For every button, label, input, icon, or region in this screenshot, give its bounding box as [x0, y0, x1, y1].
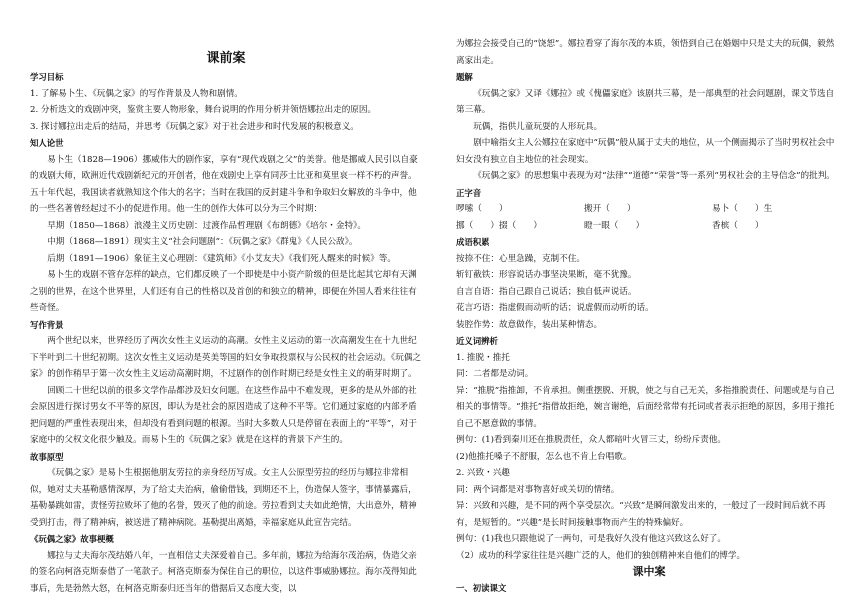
background-heading: 写作背景 [30, 319, 64, 330]
left-column [30, 50, 422, 597]
in-class-title: 课中案 [632, 565, 666, 578]
pronunciation-item[interactable]: 香槟（ ） [712, 220, 764, 231]
period-item: 后期（1891—1906）象征主义心理剧：《建筑师》《小艾友夫》《我们死人醒来的时候》等。 [47, 253, 396, 264]
period-item: 早期（1850—1868）浪漫主义历史剧：过渡作品哲理剧《布朗德》《培尔・金特》。 [47, 220, 366, 231]
goal-item: 1. 了解易卜生、《玩偶之家》的写作背景及人物和剧情。 [30, 88, 243, 99]
synonym-example: 例句：(1)我也只跟他说了一两句，可是我好久没有他这兴致这么好了。 [456, 534, 726, 544]
synonym-example: (2)他推托嗓子不舒服，怎么也不肯上台唱歌。 [456, 451, 632, 462]
pronunciation-item[interactable]: 搬开（ ） [584, 204, 636, 214]
synonym-title: 1. 推脱・推托 [456, 352, 510, 363]
synonym-same: 同：二者都是动词。 [456, 369, 534, 379]
pronunciation-row [456, 218, 842, 235]
page-title: 课前案 [206, 51, 246, 66]
goal-item: 3. 探讨娜拉出走后的结局，并思考《玩偶之家》对于社会进步和时代发展的积极意义。 [30, 121, 359, 132]
synonym-diff: 异：兴致和兴趣，是不同的两个享受层次。“兴致”是瞬间激发出来的，一般过了一段时间后就不再有，是短暂的。“兴趣”是长时间接触事物而产生的特殊偏好。 [456, 501, 826, 528]
pronunciation-heading: 正字音 [456, 187, 482, 198]
author-paragraph: 易卜生（1828—1906）挪威伟大的剧作家，享有“现代戏剧之父”的美誉。他是挪威人民引以自豪的戏剧大师，欧洲近代戏剧新纪元的开创者，他在戏剧史上享有同莎士比亚和莫里哀一样不朽的声誉。五十年代起，我国读者就熟知这个伟大的名字；当时在我国的反封建斗争和争取妇女解放的斗争中，他的一些名著曾经起过不小的促进作用。他一生的创作大体可以分为三个时期： [30, 154, 418, 214]
pronunciation-item[interactable]: 易卜（ ）生 [712, 204, 773, 214]
title-explain-paragraph: 剧中喻指女主人公娜拉在家庭中“玩偶”般从属于丈夫的地位，从一个侧面揭示了当时男权社会中妇女没有独立自主地位的社会现实。 [456, 138, 835, 165]
synonym-diff: 异：“推脱”指推卸，不肯承担。侧重摆脱、开脱，使之与自己无关，多指推脱责任、问题或是与自己相关的事情等。“推托”指借故拒绝，婉言谢绝，后面经常带有托词或者表示拒绝的原因，多用于推托自己不愿意做的事情。 [456, 385, 835, 429]
title-explain-heading: 题解 [456, 72, 473, 82]
background-paragraph: 两个世纪以来，世界经历了两次女性主义运动的高潮。女性主义运动的第一次高潮发生在十九世纪下半叶到二十世纪初期。这次女性主义运动是英美等国的妇女争取投票权与公民权的社会运动。《玩偶之家》的创作稍早于第一次女性主义运动高潮时期，不过剧作的创作时期已经是女性主义的萌芽时期了。 [30, 336, 422, 379]
period-item: 中期（1868—1891）现实主义“社会问题剧”：《玩偶之家》《群鬼》《人民公敌》。 [47, 237, 358, 247]
synonym-example: （2）成功的科学家往往是兴趣广泛的人，他们的独创精神来自他们的博学。 [456, 550, 746, 561]
goals-heading: 学习目标 [30, 72, 64, 82]
idiom-item: 花言巧语：指虚假而动听的话；说虚假而动听的话。 [456, 303, 654, 313]
idiom-item: 按捺不住：心里急躁，克制不住。 [456, 253, 585, 264]
right-column [456, 36, 842, 597]
summary-paragraph: 娜拉与丈夫海尔茂结婚八年，一直相信丈夫深爱着自己。多年前，娜拉为给海尔茂治病，伪造父亲的签名向柯洛克斯泰借了一笔款子。柯洛克斯泰为保住自己的职位，以这件事威胁娜拉。海尔茂得知此事后，先是勃然大怒，在柯洛克斯泰归还当年的借据后又态度大变，以 [30, 550, 417, 594]
title-explain-paragraph: 《玩偶之家》又译《娜拉》或《傀儡家庭》该剧共三幕，是一部典型的社会问题剧，课文节选自第三幕。 [456, 88, 835, 115]
idiom-item: 装腔作势：故意做作，装出某种情态。 [456, 319, 603, 330]
title-explain-paragraph: 《玩偶之家》的思想集中表现为对“法律”“道德”“荣誉”等一系列“男权社会的主导信念”的批判。 [473, 171, 835, 181]
title-explain-paragraph: 玩偶，指供儿童玩耍的人形玩具。 [473, 121, 603, 132]
idiom-heading: 成语积累 [456, 237, 490, 247]
prototype-paragraph: 《玩偶之家》是易卜生根据他朋友劳拉的亲身经历写成。女主人公原型劳拉的经历与娜拉非常相似，她对丈夫基勒感情深厚，为了给丈夫治病，偷偷借钱，到期还不上，伪造保人签字，事情暴露后，基勒暴跳如雷，责怪劳拉败坏了他的名誉，毁灭了他的前途。劳拉看到丈夫如此绝情，大出意外，精神受到打击，得了精神病，被送进了精神病院。基勒提出离婚，幸福家庭从此宣告完结。 [30, 468, 417, 528]
synonym-title: 2. 兴致・兴趣 [456, 468, 510, 478]
synonym-same: 同：两个词都是对事物喜好或关切的情绪。 [456, 484, 620, 495]
author-heading: 知人论世 [30, 138, 64, 148]
synonym-heading: 近义词辨析 [456, 336, 498, 346]
goal-item: 2. 分析迭文的戏剧冲突，鉴赏主要人物形象，舞台说明的作用分析并领悟娜拉出走的原因。 [30, 105, 377, 115]
background-paragraph-2: 回顾二十世纪以前的很多文学作品都涉及妇女问题。在这些作品中不难发现，更多的是从外部的社会原因进行探讨男女不平等的原因，即认为是社会的原因造成了这种不平等。它们通过家庭的内部矛盾把问题的严重性表现出来，但却没有看到问题的根源。当时大多数人只是停留在表面上的“平等”，对于家庭中的父权文化很少触及。而易卜生的《玩偶之家》就是在这样的背景下产生的。 [30, 385, 417, 445]
in-class-item: 一、初读课文 [456, 583, 507, 593]
idiom-item: 自言自语：指自己跟自己说话；独自低声说话。 [456, 286, 637, 297]
summary-heading: 《玩偶之家》故事梗概 [30, 534, 114, 544]
author-paragraph-2: 易卜生的戏剧不管存怎样的缺点，它们都反映了一个即使是中小资产阶级的但是比起其它却有天渊之别的世界，在这个世界里，人们还有自己的性格以及首创的和独立的精神，即便在外国人看来往往有些奇怪。 [30, 270, 417, 313]
idiom-item: 斩钉截铁：形容说话办事坚决果断，毫不犹豫。 [456, 270, 637, 280]
pronunciation-item[interactable]: 啰嗦（ ） [456, 204, 508, 214]
pronunciation-row [456, 201, 842, 218]
synonym-example: 例句：(1)看到秦川还在推脱责任，众人都暗叶火冒三丈，纷纷斥责他。 [456, 435, 726, 445]
summary-continuation: 为娜拉会接受自己的“饶恕”。娜拉看穿了海尔茂的本质，领悟到自己在婚姻中只是丈夫的玩偶，毅然离家出走。 [456, 39, 835, 66]
prototype-heading: 故事原型 [30, 451, 64, 462]
pronunciation-item[interactable]: 瞪一眼（ ） [584, 220, 645, 231]
pronunciation-item[interactable]: 挪（ ）掇（ ） [456, 220, 542, 231]
